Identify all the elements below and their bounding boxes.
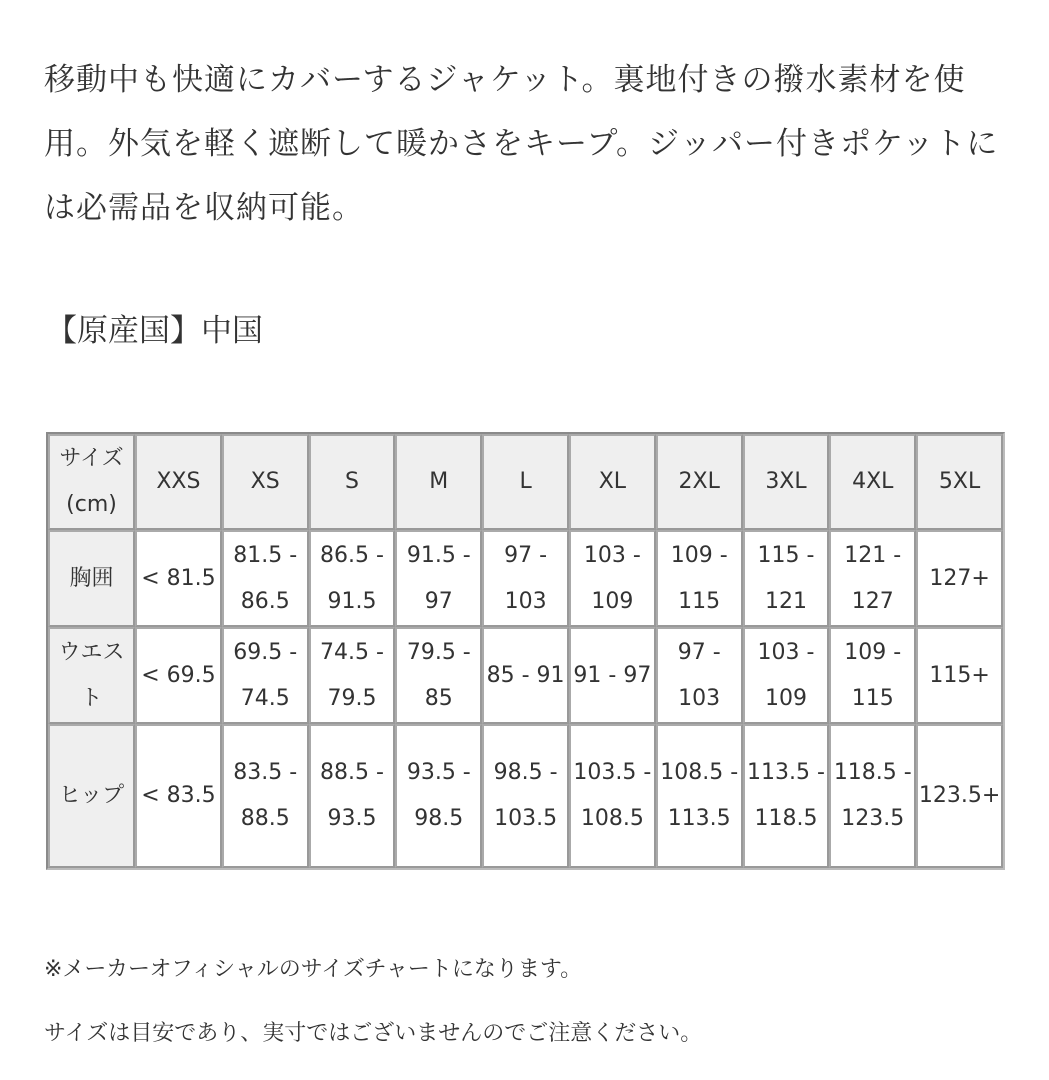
header-cell: XL bbox=[569, 434, 656, 530]
table-cell: 69.5 - 74.5 bbox=[222, 627, 309, 724]
header-cell: 5XL bbox=[916, 434, 1003, 530]
header-cell: M bbox=[395, 434, 482, 530]
table-cell: 93.5 - 98.5 bbox=[395, 724, 482, 868]
header-cell: XXS bbox=[135, 434, 222, 530]
table-cell: < 83.5 bbox=[135, 724, 222, 868]
header-cell: 2XL bbox=[656, 434, 743, 530]
table-cell: 83.5 - 88.5 bbox=[222, 724, 309, 868]
table-cell: 91 - 97 bbox=[569, 627, 656, 724]
product-description: 移動中も快適にカバーするジャケット。裏地付きの撥水素材を使用。外気を軽く遮断して暖かさをキープ。ジッパー付きポケットには必需品を収納可能。 bbox=[44, 62, 999, 226]
header-cell: 3XL bbox=[743, 434, 830, 530]
note-official-chart: ※メーカーオフィシャルのサイズチャートになります。 bbox=[44, 957, 583, 982]
size-chart-table bbox=[46, 432, 1005, 870]
table-cell: 103 - 109 bbox=[743, 627, 830, 724]
table-cell: 81.5 - 86.5 bbox=[222, 530, 309, 627]
table-cell: 79.5 - 85 bbox=[395, 627, 482, 724]
row-label-cell: ヒップ bbox=[48, 724, 135, 868]
table-cell: 115 - 121 bbox=[743, 530, 830, 627]
table-cell: 103.5 - 108.5 bbox=[569, 724, 656, 868]
table-row bbox=[48, 627, 1003, 724]
table-cell: 115+ bbox=[916, 627, 1003, 724]
table-cell: 91.5 - 97 bbox=[395, 530, 482, 627]
table-cell: 127+ bbox=[916, 530, 1003, 627]
country-of-origin: 【原産国】中国 bbox=[46, 313, 263, 349]
table-cell: < 81.5 bbox=[135, 530, 222, 627]
header-cell: S bbox=[309, 434, 396, 530]
table-cell: 98.5 - 103.5 bbox=[482, 724, 569, 868]
table-cell: 121 - 127 bbox=[829, 530, 916, 627]
table-cell: 103 - 109 bbox=[569, 530, 656, 627]
table-cell: 85 - 91 bbox=[482, 627, 569, 724]
table-row bbox=[48, 530, 1003, 627]
table-cell: 118.5 - 123.5 bbox=[829, 724, 916, 868]
header-cell: サイズ(cm) bbox=[48, 434, 135, 530]
table-cell: < 69.5 bbox=[135, 627, 222, 724]
table-cell: 113.5 - 118.5 bbox=[743, 724, 830, 868]
table-row bbox=[48, 724, 1003, 868]
header-cell: L bbox=[482, 434, 569, 530]
row-label-cell: 胸囲 bbox=[48, 530, 135, 627]
table-cell: 97 - 103 bbox=[656, 627, 743, 724]
table-cell: 88.5 - 93.5 bbox=[309, 724, 396, 868]
table-cell: 74.5 - 79.5 bbox=[309, 627, 396, 724]
table-cell: 109 - 115 bbox=[656, 530, 743, 627]
header-cell: 4XL bbox=[829, 434, 916, 530]
note-size-disclaimer: サイズは目安であり、実寸ではございませんのでご注意ください。 bbox=[44, 1021, 703, 1046]
table-cell: 97 - 103 bbox=[482, 530, 569, 627]
table-cell: 108.5 - 113.5 bbox=[656, 724, 743, 868]
table-header-row bbox=[48, 434, 1003, 530]
table-cell: 109 - 115 bbox=[829, 627, 916, 724]
table-cell: 86.5 - 91.5 bbox=[309, 530, 396, 627]
row-label-cell: ウエスト bbox=[48, 627, 135, 724]
table-cell: 123.5+ bbox=[916, 724, 1003, 868]
header-cell: XS bbox=[222, 434, 309, 530]
